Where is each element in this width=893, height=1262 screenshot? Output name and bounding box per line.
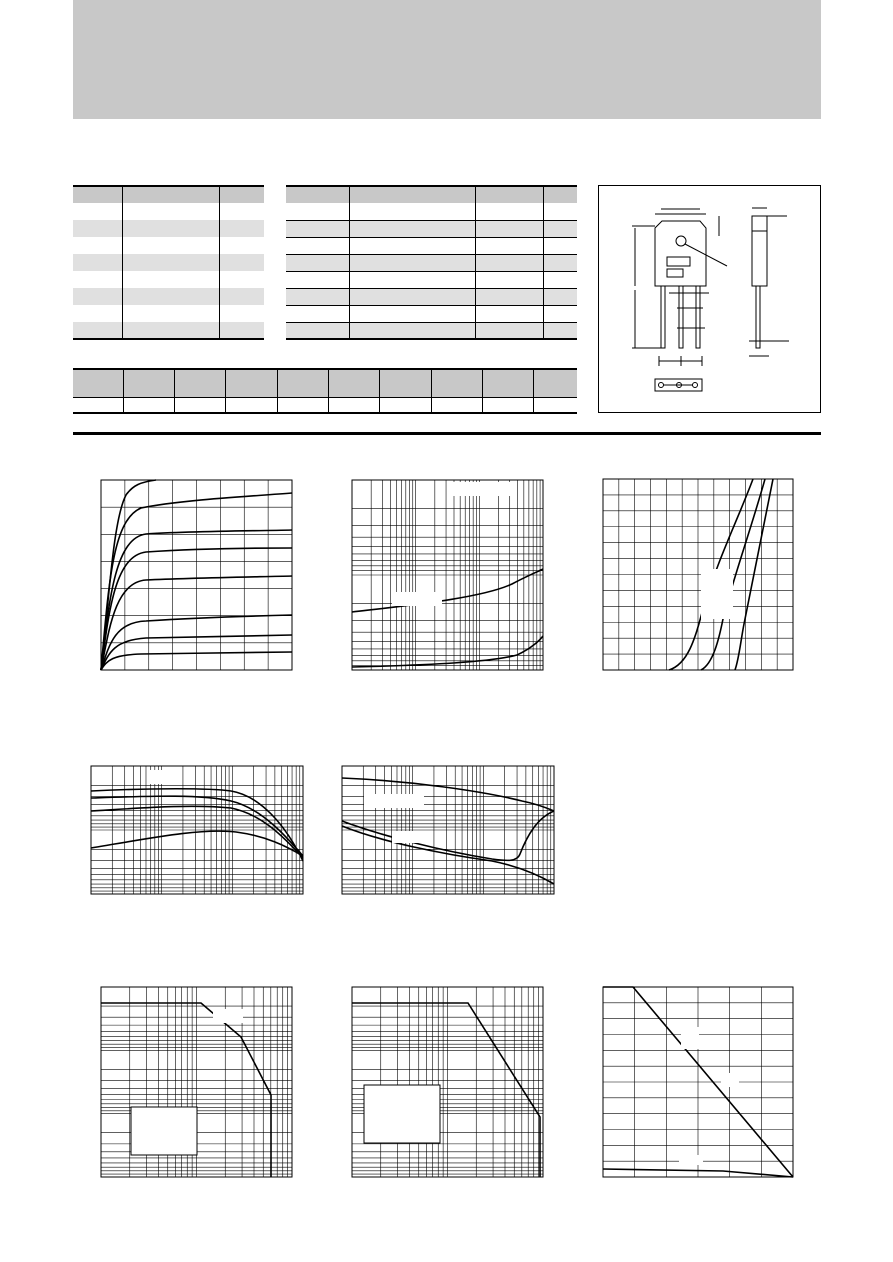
chart-curve <box>91 789 303 861</box>
pc-ta-derating-chart <box>603 987 793 1177</box>
electrical-characteristics-table <box>286 185 577 340</box>
chart-curve <box>91 796 303 856</box>
chart-label-mask <box>392 831 420 843</box>
chart-legend-box <box>131 1107 197 1155</box>
chart-gridlines <box>101 480 292 670</box>
section-divider <box>73 432 821 435</box>
chart-gridlines <box>603 987 793 1177</box>
safe-operating-area-chart-2 <box>352 987 543 1177</box>
package-outline-box <box>598 185 821 413</box>
chart-curve <box>352 636 543 667</box>
chart-label-mask <box>681 1027 699 1049</box>
chart-gridlines <box>603 479 793 670</box>
chart-label-mask <box>149 770 177 784</box>
hfe-classification-table <box>73 368 577 414</box>
chart-label-mask <box>364 794 424 808</box>
hfe-ic-chart <box>91 766 303 894</box>
safe-operating-area-chart-1 <box>101 987 292 1177</box>
chart-label-mask <box>679 1155 703 1165</box>
chart-gridlines <box>91 766 303 894</box>
chart-legend-box <box>364 1085 440 1143</box>
to-3p-package-outline-icon <box>599 186 820 412</box>
chart-curve <box>342 826 554 884</box>
chart-curve <box>342 811 554 860</box>
chart-label-mask <box>213 1009 243 1023</box>
chart-gridlines <box>342 766 554 894</box>
vce-sat-chart <box>342 766 554 894</box>
chart-gridlines <box>352 480 543 670</box>
chart-curve <box>352 569 543 612</box>
header-band <box>73 0 821 119</box>
chart-gridlines <box>352 987 543 1177</box>
chart-label-mask <box>452 482 512 496</box>
ic-vce-output-characteristics-chart <box>101 480 292 670</box>
absolute-ratings-table <box>73 185 264 340</box>
hfe-ic-log-chart <box>352 480 543 670</box>
chart-label-mask <box>721 1073 739 1087</box>
chart-curve <box>91 831 303 856</box>
ic-vbe-transfer-chart <box>603 479 793 670</box>
chart-label-mask <box>701 569 733 619</box>
chart-label-mask <box>392 592 442 606</box>
